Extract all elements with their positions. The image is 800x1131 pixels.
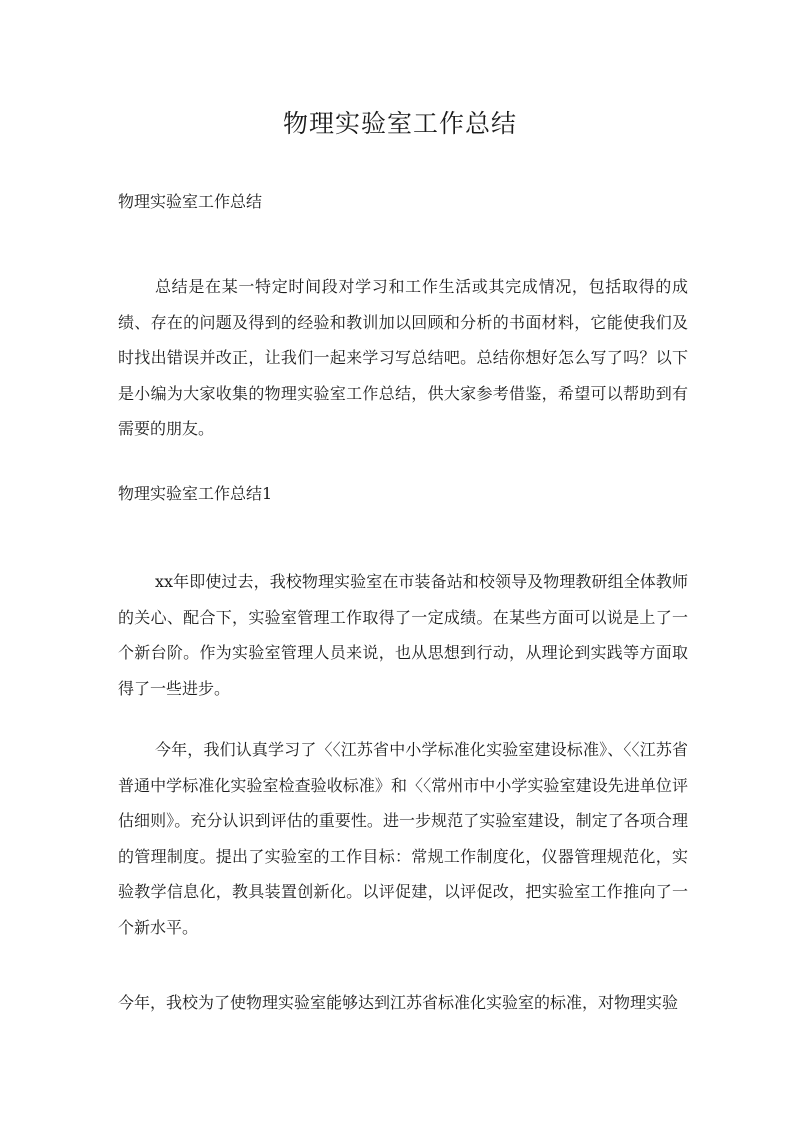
document-title: 物理实验室工作总结 (282, 109, 517, 138)
section-heading-1: 物理实验室工作总结1 (118, 484, 273, 503)
body-paragraph-2: 今年，我们认真学习了〈〈江苏省中小学标准化实验室建设标准》、〈〈江苏省普通中学标准化实验室检查验收标准》和〈〈常州市中小学实验室建设先进单位评估细则》。充分认识到评估的重要性。进一步规范了实验室建设，制定了各项合理的管理制度。提出了实验室的工作目标：常规工作制度化，仪器管理规范化，实验教学信息化，教具装置创新化。以评促建，以评促改，把实验室工作推向了一个新水平。 (118, 740, 688, 937)
document-subtitle: 物理实验室工作总结 (118, 192, 263, 211)
body-paragraph-3: 今年，我校为了使物理实验室能够达到江苏省标准化实验室的标准，对物理实验 (118, 993, 679, 1012)
intro-paragraph: 总结是在某一特定时间段对学习和工作生活或其完成情况，包括取得的成绩、存在的问题及得到的经验和教训加以回顾和分析的书面材料，它能使我们及时找出错误并改正，让我们一起来学习写总结吧。总结你想好怎么写了吗？以下是小编为大家收集的物理实验室工作总结，供大家参考借鉴，希望可以帮助到有需要的朋友。 (118, 277, 688, 439)
body-paragraph-1: xx年即使过去，我校物理实验室在市装备站和校领导及物理教研组全体教师的关心、配合下，实验室管理工作取得了一定成绩。在某些方面可以说是上了一个新台阶。作为实验室管理人员来说，也从思想到行动，从理论到实践等方面取得了一些进步。 (118, 572, 688, 698)
